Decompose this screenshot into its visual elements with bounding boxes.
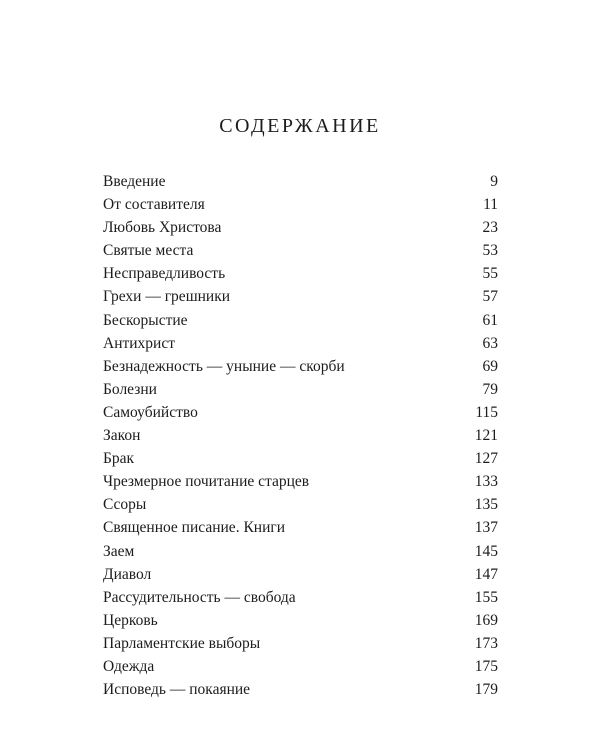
toc-entry [103,586,498,609]
toc-entry [103,540,498,563]
toc-entry-title: Рассудительность — свобода [103,588,296,606]
toc-entry-page-number: 23 [482,219,498,237]
toc-entry-title: Болезни [103,380,157,398]
toc-entry-page-number: 133 [474,473,498,491]
toc-entry [103,424,498,447]
toc-entry-title: Одежда [103,657,155,675]
toc-entry-title: Самоубийство [103,403,198,421]
toc-entry [103,216,498,239]
toc-entry [103,193,498,216]
toc-entry-title: Безнадежность — уныние — скорби [103,357,345,375]
toc-entry-page-number: 55 [482,265,498,283]
toc-entry-page-number: 9 [490,173,498,190]
toc-entry-title: Несправедливость [103,265,226,283]
toc-entry-title: Парламентские выборы [103,634,261,652]
toc-entry-page-number: 179 [474,681,498,699]
toc-entry-page-number: 115 [475,403,498,421]
toc-entry-title: Исповедь — покаяние [103,681,251,699]
toc-entry [103,401,498,424]
toc-entry-title: Закон [103,427,141,445]
toc-entry-page-number: 175 [474,657,498,675]
toc-entry-page-number: 53 [482,242,498,260]
toc-entry-page-number: 61 [482,311,498,329]
toc-entry [103,262,498,285]
toc-entry [103,655,498,678]
toc-entry-page-number: 11 [483,196,498,214]
page-title: СОДЕРЖАНИЕ [219,115,381,137]
toc-entry-title: Введение [103,173,166,190]
toc-entry-page-number: 173 [474,634,498,652]
toc-entry-title: Святые места [103,242,194,260]
toc-entry-page-number: 137 [474,519,498,537]
toc-entry-page-number: 127 [474,450,498,468]
toc-entry-page-number: 169 [474,611,498,629]
toc-entry [103,309,498,332]
toc-entry-title: Брак [103,450,135,468]
toc-entry-title: Священное писание. Книги [103,519,286,537]
toc-entry-title: Заем [103,542,135,560]
toc-entry-page-number: 147 [474,565,498,583]
toc-entry [103,470,498,493]
toc-entry [103,239,498,262]
toc-entry-title: Диавол [103,565,152,583]
toc-entry [103,447,498,470]
toc-entry-title: Бескорыстие [103,311,188,329]
toc-entry-title: От составителя [103,196,205,214]
toc-entry [103,378,498,401]
toc-entry-page-number: 69 [482,357,498,375]
toc-entry [103,632,498,655]
toc-entry-page-number: 121 [474,427,498,445]
toc-entry [103,516,498,539]
toc-entry [103,355,498,378]
table-of-contents [103,170,498,701]
toc-entry [103,332,498,355]
toc-entry-title: Ссоры [103,496,147,514]
toc-entry-page-number: 63 [482,334,498,352]
toc-entry-page-number: 79 [482,380,498,398]
toc-entry [103,609,498,632]
toc-entry [103,493,498,516]
toc-entry [103,285,498,308]
toc-entry-title: Любовь Христова [103,219,222,237]
toc-entry-title: Грехи — грешники [103,288,231,306]
toc-entry [103,170,498,193]
toc-entry-title: Антихрист [103,334,176,352]
toc-entry-page-number: 57 [482,288,498,306]
toc-entry-title: Чрезмерное почитание старцев [103,473,310,491]
toc-entry-title: Церковь [103,611,158,629]
toc-entry-page-number: 145 [474,542,498,560]
toc-entry [103,563,498,586]
toc-entry-page-number: 135 [474,496,498,514]
toc-entry [103,678,498,701]
toc-entry-page-number: 155 [474,588,498,606]
